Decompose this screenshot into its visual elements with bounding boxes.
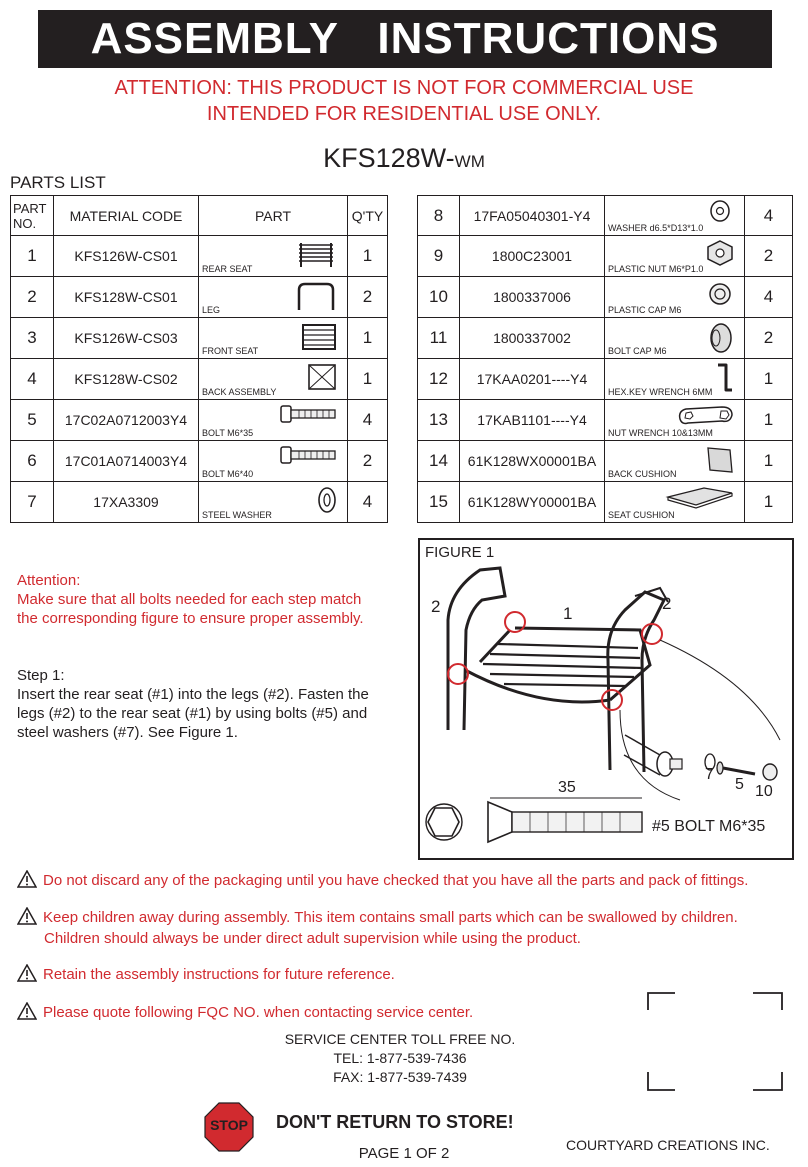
part-number: 9: [418, 236, 460, 277]
part-cell: [199, 400, 348, 441]
label-bolt: 5: [735, 776, 744, 793]
brand-name: COURTYARD CREATIONS INC.: [566, 1137, 770, 1153]
part-number: 10: [418, 277, 460, 318]
attention-label: Attention:: [17, 572, 81, 589]
back-cushion-icon: [702, 444, 736, 474]
column-header-part: PART: [199, 196, 348, 236]
quantity: 2: [348, 441, 388, 482]
table-header-row: [11, 196, 388, 236]
nut-wrench-icon: [674, 403, 736, 429]
label-right-leg: 2: [662, 594, 672, 613]
table-row: [11, 482, 388, 523]
steel-washer-icon: [315, 485, 339, 515]
table-row: [418, 359, 793, 400]
material-code: 1800C23001: [460, 236, 605, 277]
warning-packaging: [17, 870, 748, 891]
quantity: 1: [348, 318, 388, 359]
warning-triangle-icon: [17, 1002, 37, 1020]
model-number: [0, 143, 808, 174]
service-center-label: SERVICE CENTER TOLL FREE NO.: [284, 1031, 516, 1047]
bolt-icon: [279, 403, 339, 425]
material-code: KFS128W-CS01: [54, 277, 199, 318]
label-washer: 7: [705, 766, 714, 783]
warning-text: Retain the assembly instructions for future reference.: [43, 966, 395, 983]
warning-supervision: Children should always be under direct adult supervision while using the product.: [44, 930, 581, 947]
part-number: 11: [418, 318, 460, 359]
part-number: 8: [418, 196, 460, 236]
quantity: 1: [745, 441, 793, 482]
quantity: 4: [348, 400, 388, 441]
bolt-length-dimension: 35: [558, 779, 576, 796]
material-code: KFS128W-CS02: [54, 359, 199, 400]
table-row: [11, 236, 388, 277]
quantity: 1: [348, 236, 388, 277]
page-number: PAGE 1 OF 2: [358, 1145, 450, 1162]
part-number: 5: [11, 400, 54, 441]
part-cell: [199, 318, 348, 359]
seat-cushion-icon: [664, 485, 736, 509]
service-fax: FAX: 1-877-539-7439: [333, 1069, 467, 1085]
quantity: 1: [745, 482, 793, 523]
material-code: 1800337002: [460, 318, 605, 359]
leg-icon: [293, 280, 339, 312]
column-header-material-code: MATERIAL CODE: [54, 196, 199, 236]
part-cell: [605, 318, 745, 359]
part-number: 3: [11, 318, 54, 359]
table-row: [418, 441, 793, 482]
part-name: BACK CUSHION: [608, 469, 677, 479]
part-name: PLASTIC NUT M6*P1.0: [608, 264, 704, 274]
attention-line-2: the corresponding figure to ensure proper assembly.: [17, 610, 364, 627]
part-name: HEX.KEY WRENCH 6MM: [608, 387, 713, 397]
dont-return-notice: DON'T RETURN TO STORE!: [276, 1112, 514, 1132]
warning-triangle-icon: [17, 964, 37, 982]
material-code: KFS126W-CS01: [54, 236, 199, 277]
material-code: 61K128WX00001BA: [460, 441, 605, 482]
step-1-line-3: steel washers (#7). See Figure 1.: [17, 724, 238, 741]
table-row: [418, 318, 793, 359]
quantity: 4: [348, 482, 388, 523]
warning-fqc-number: [17, 1002, 473, 1023]
label-left-leg: 2: [431, 597, 441, 616]
attention-line-1: Make sure that all bolts needed for each step match: [17, 591, 362, 608]
part-name: STEEL WASHER: [202, 510, 272, 520]
material-code: 1800337006: [460, 277, 605, 318]
rear-seat-icon: [293, 239, 339, 269]
warning-retain-instructions: [17, 964, 395, 985]
table-row: [11, 441, 388, 482]
service-phone: TEL: 1-877-539-7436: [333, 1050, 467, 1066]
part-name: WASHER d6.5*D13*1.0: [608, 223, 704, 233]
part-number: 12: [418, 359, 460, 400]
warning-triangle-icon: [17, 907, 37, 925]
table-row: [418, 236, 793, 277]
parts-list-title: PARTS LIST: [10, 173, 106, 192]
quantity: 1: [745, 400, 793, 441]
quantity: 4: [745, 277, 793, 318]
quantity: 1: [348, 359, 388, 400]
warning-text: Keep children away during assembly. This item contains small parts which can be swallowed by children.: [43, 909, 738, 926]
part-number: 1: [11, 236, 54, 277]
washer-icon: [706, 199, 736, 225]
material-code: 17KAB1101----Y4: [460, 400, 605, 441]
model-number-main: KFS128W-: [323, 143, 455, 173]
part-number: 4: [11, 359, 54, 400]
bolt-caption: #5 BOLT M6*35: [652, 818, 766, 835]
material-code: 17FA05040301-Y4: [460, 196, 605, 236]
quantity: 2: [348, 277, 388, 318]
warning-text: Please quote following FQC NO. when contacting service center.: [43, 1004, 474, 1021]
document-title: ASSEMBLY INSTRUCTIONS: [38, 10, 772, 68]
part-cell: [199, 277, 348, 318]
plastic-cap-icon: [706, 280, 736, 308]
part-cell: [605, 441, 745, 482]
part-cell: [199, 482, 348, 523]
warning-text: Do not discard any of the packaging until you have checked that you have all the parts and pack of fittings.: [43, 872, 749, 889]
material-code: 17C01A0714003Y4: [54, 441, 199, 482]
model-number-suffix: WM: [454, 152, 485, 171]
plastic-nut-icon: [704, 239, 736, 267]
back-assembly-icon: [305, 362, 339, 392]
label-rear-seat: 1: [563, 604, 573, 623]
bolt-icon: [279, 444, 339, 466]
bolt-cap-icon: [706, 321, 736, 355]
part-cell: [199, 359, 348, 400]
part-cell: [605, 236, 745, 277]
material-code: KFS126W-CS03: [54, 318, 199, 359]
warning-children: [17, 907, 738, 928]
quantity: 2: [745, 236, 793, 277]
part-cell: [605, 359, 745, 400]
part-name: BOLT M6*35: [202, 428, 254, 438]
part-number: 13: [418, 400, 460, 441]
part-cell: [605, 482, 745, 523]
stop-sign-label: STOP: [210, 1117, 248, 1133]
table-row: [11, 359, 388, 400]
hex-key-icon: [714, 362, 736, 394]
table-row: [11, 318, 388, 359]
table-row: [418, 400, 793, 441]
table-row: [418, 196, 793, 236]
material-code: 17XA3309: [54, 482, 199, 523]
table-row: [11, 400, 388, 441]
part-number: 15: [418, 482, 460, 523]
part-cell: [605, 277, 745, 318]
part-name: PLASTIC CAP M6: [608, 305, 682, 315]
figure-1-title: FIGURE 1: [425, 544, 495, 561]
step-1-line-2: legs (#2) to the rear seat (#1) by using bolts (#5) and: [17, 705, 368, 722]
residential-use-notice: INTENDED FOR RESIDENTIAL USE ONLY.: [206, 103, 602, 125]
part-name: NUT WRENCH 10&13MM: [608, 428, 713, 438]
chair-frame-diagram: [420, 540, 792, 858]
table-row: [418, 482, 793, 523]
quantity: 4: [745, 196, 793, 236]
part-name: LEG: [202, 305, 221, 315]
step-1-label: Step 1:: [17, 667, 65, 684]
parts-table-right: [417, 195, 793, 523]
column-header-qty: Q'TY: [348, 196, 388, 236]
part-cell: [605, 196, 745, 236]
part-cell: [199, 236, 348, 277]
quantity: 1: [745, 359, 793, 400]
column-header-part-no: PART NO.: [11, 196, 54, 236]
commercial-use-warning: ATTENTION: THIS PRODUCT IS NOT FOR COMMERCIAL USE: [114, 77, 694, 99]
part-cell: [199, 441, 348, 482]
table-row: [11, 277, 388, 318]
part-number: 7: [11, 482, 54, 523]
part-name: BOLT CAP M6: [608, 346, 667, 356]
material-code: 17C02A0712003Y4: [54, 400, 199, 441]
part-number: 2: [11, 277, 54, 318]
part-name: BOLT M6*40: [202, 469, 254, 479]
material-code: 61K128WY00001BA: [460, 482, 605, 523]
step-1-line-1: Insert the rear seat (#1) into the legs (#2). Fasten the: [17, 686, 369, 703]
part-name: SEAT CUSHION: [608, 510, 675, 520]
warning-triangle-icon: [17, 870, 37, 888]
table-row: [418, 277, 793, 318]
part-name: BACK ASSEMBLY: [202, 387, 277, 397]
material-code: 17KAA0201----Y4: [460, 359, 605, 400]
part-number: 14: [418, 441, 460, 482]
part-name: REAR SEAT: [202, 264, 253, 274]
label-cap: 10: [755, 783, 773, 800]
part-name: FRONT SEAT: [202, 346, 259, 356]
part-number: 6: [11, 441, 54, 482]
quantity: 2: [745, 318, 793, 359]
part-cell: [605, 400, 745, 441]
parts-table-left: [10, 195, 388, 523]
front-seat-icon: [299, 321, 339, 353]
